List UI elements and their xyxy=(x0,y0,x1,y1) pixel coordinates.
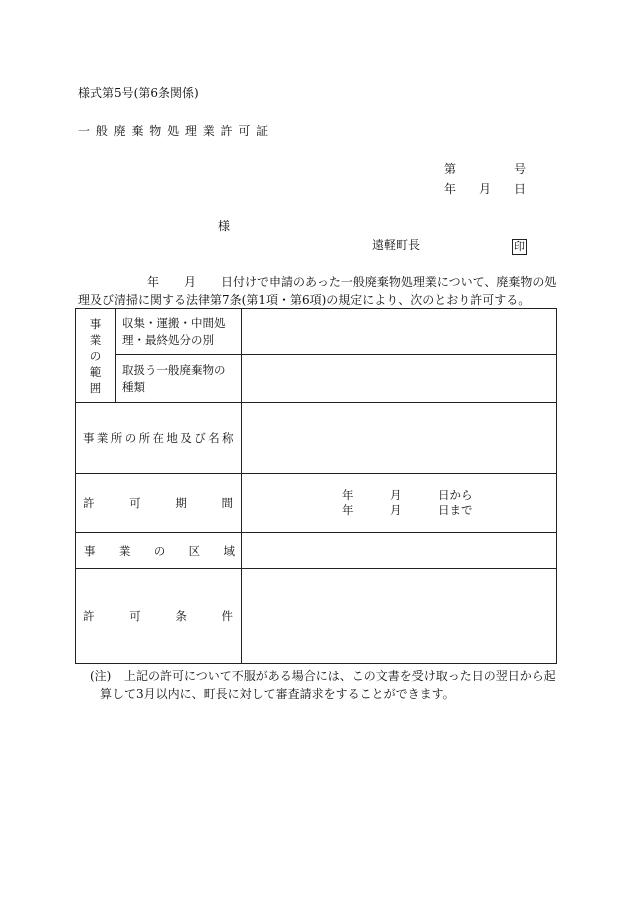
note-line2: 算して3月以内に、町長に対して審査請求をすることができます。 xyxy=(100,687,455,701)
scope-char: の xyxy=(89,348,102,363)
conditions-label: 許 可 条 件 xyxy=(76,569,242,664)
period-field[interactable] xyxy=(242,474,557,533)
waste-type-label: 取扱う一般廃棄物の 種類 xyxy=(116,355,242,403)
body-text-line2: 理及び清掃に関する法律第7条(第1項・第6項)の規定により、次のとおり許可する。 xyxy=(78,293,531,307)
body-month-label: 月 xyxy=(184,275,197,289)
period-label: 許 可 期 間 xyxy=(76,474,242,533)
period-from-year: 年 xyxy=(342,488,354,502)
number-dai: 第 xyxy=(444,162,457,176)
scope-header xyxy=(76,309,116,403)
scope-char: 業 xyxy=(89,332,102,347)
area-label: 事 業 の 区 域 xyxy=(76,533,242,569)
office-field[interactable] xyxy=(242,403,557,474)
period-to-day: 日まで xyxy=(438,503,473,517)
note-prefix: (注) xyxy=(90,669,112,683)
processing-type-field[interactable] xyxy=(242,309,557,355)
note-line1: 上記の許可について不服がある場合には、この文書を受け取った日の翌日から起 xyxy=(124,669,556,683)
period-from-month: 月 xyxy=(390,488,402,502)
body-year-label: 年 xyxy=(147,275,160,289)
document-title: 一 般 廃 棄 物 処 理 業 許 可 証 xyxy=(78,124,270,138)
conditions-field[interactable] xyxy=(242,569,557,664)
processing-type-label: 収集・運搬・中間処 理・最終処分の別 xyxy=(116,309,242,355)
scope-char: 囲 xyxy=(89,380,102,395)
date-month-label: 月 xyxy=(479,182,492,196)
area-field[interactable] xyxy=(242,533,557,569)
waste-type-field[interactable] xyxy=(242,355,557,403)
scope-char: 範 xyxy=(89,364,102,379)
period-to-month: 月 xyxy=(390,503,402,517)
addressee-suffix: 様 xyxy=(218,219,231,233)
seal-mark xyxy=(512,235,527,255)
seal-text: 印 xyxy=(514,240,525,253)
period-from-day: 日から xyxy=(438,488,473,502)
office-label: 事業所の所在地及び名称 xyxy=(76,403,242,474)
permit-form-table xyxy=(75,308,557,664)
scope-char: 事 xyxy=(89,316,102,331)
date-day-label: 日 xyxy=(514,182,527,196)
issuer-name: 遠軽町長 xyxy=(372,238,421,252)
form-number: 様式第5号(第6条関係) xyxy=(78,86,199,100)
date-year-label: 年 xyxy=(444,182,457,196)
period-to-year: 年 xyxy=(342,503,354,517)
number-go: 号 xyxy=(514,162,527,176)
body-text-line1: 日付けで申請のあった一般廃棄物処理業について、廃棄物の処 xyxy=(221,275,557,289)
